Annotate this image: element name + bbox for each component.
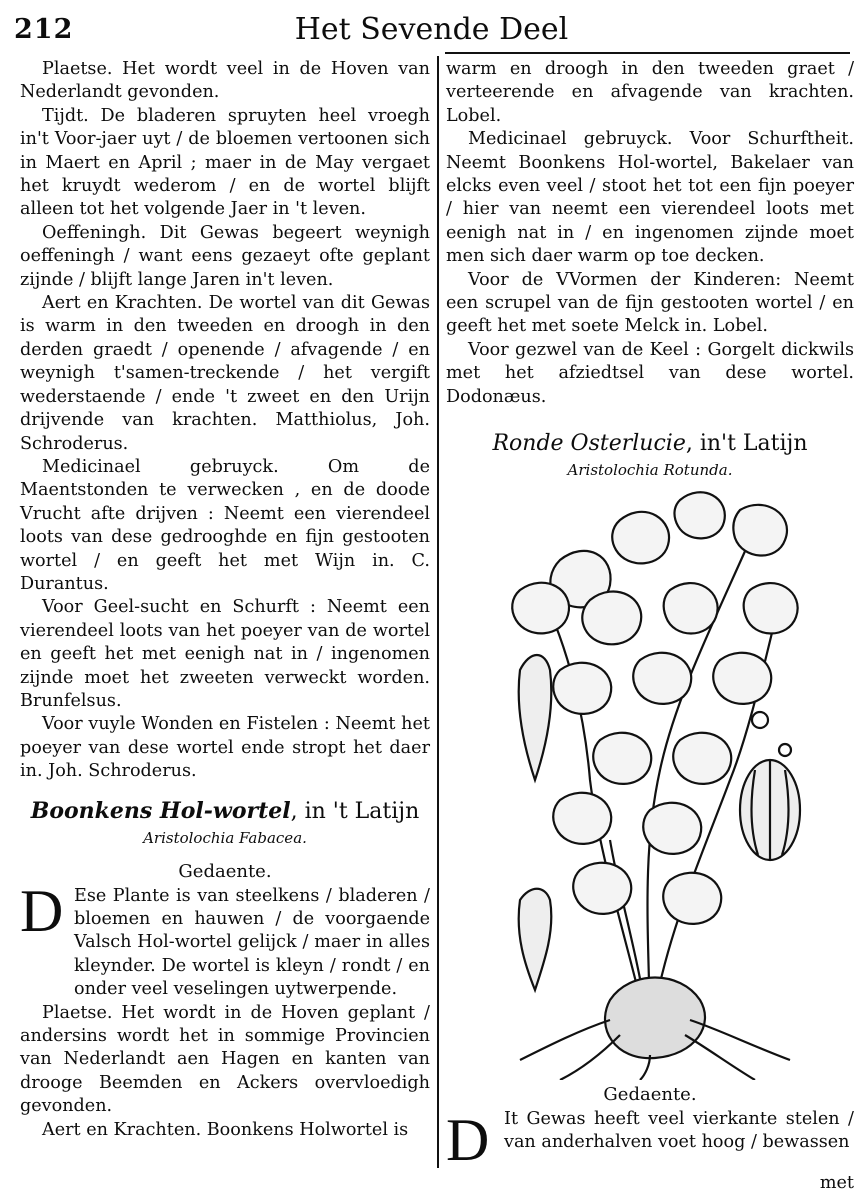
- page-number: 212: [14, 14, 74, 45]
- section-heading: [446, 429, 854, 459]
- paragraph-with-dropcap: [446, 1108, 854, 1172]
- left-column: [20, 58, 430, 1142]
- paragraph: Oeffeningh. Dit Gewas begeert weynigh oeffeningh / want eens gezaeyt ofte geplant zijnde / blijft lange Jaren in't leven.: [20, 222, 430, 290]
- subheading-gedaente: Gedaente.: [603, 1084, 697, 1105]
- section-heading: [20, 796, 430, 827]
- paragraph: Aert en Krachten. Boonkens Holwortel is: [42, 1119, 409, 1140]
- latin-intro: , in 't Latijn: [290, 798, 420, 824]
- plant-name: Ronde Osterlucie: [492, 431, 686, 457]
- subheading-gedaente: Gedaente.: [178, 860, 272, 882]
- aristolochia-rotunda-woodcut-icon: [500, 480, 830, 1080]
- paragraph-text: Ese Plante is van steelkens / bladeren / bloemen en hauwen / de voorgaende Valsch Hol-wortel gelijck / maer in alles kleynder. De wortel is kleyn / rondt / en onder veel veselingen uytwerpende.: [74, 885, 430, 1000]
- paragraph: Plaetse. Het wordt veel in de Hoven van Nederlandt gevonden.: [20, 59, 430, 103]
- latin-intro: , in't Latijn: [685, 431, 808, 457]
- paragraph: Voor de VVormen der Kinderen: Neemt een scrupel van de fijn gestooten wortel / en geeft het met soete Melck in. Lobel.: [446, 269, 854, 337]
- latin-name: Aristolochia Rotunda.: [567, 461, 733, 480]
- plant-name: Boonkens Hol-wortel: [30, 797, 291, 824]
- paragraph: Medicinael gebruyck. Om de Maentstonden te verwecken , en de doode Vrucht afte drijven : Neemt een vierendeel loots van dese gedrooghde en fijn gestooten wortel / en geeft het met Wijn in. C. Durantus.: [20, 456, 430, 594]
- paragraph-text: It Gewas heeft veel vierkante stelen / van anderhalven voet hoog / bewassen: [504, 1109, 854, 1153]
- paragraph: warm en droogh in den tweeden graet / verteerende en afvagende van krachten. Lobel.: [446, 59, 854, 126]
- paragraph-with-dropcap: [20, 877, 430, 1002]
- running-head: Het Sevende Deel: [294, 12, 569, 47]
- latin-name: Aristolochia Fabacea.: [143, 828, 307, 847]
- header-rule: [445, 52, 850, 54]
- column-divider: [437, 56, 439, 1168]
- paragraph: Aert en Krachten. De wortel van dit Gewas is warm in den tweeden en droogh in den derden graedt / openende / afvagende / en weynigh t'samen-treckende / het vergift wederstaende / ende 't zweet en den Urijn drijvende van krachten. Matthiolus, Joh. Schroderus.: [20, 293, 430, 454]
- catchword: met: [819, 1173, 854, 1193]
- paragraph: Tijdt. De bladeren spruyten heel vroegh in't Voor-jaer uyt / de bloemen vertoonen sich in Maert en April ; maer in de May vergaet het kruydt wederom / en de wortel blijft alleen tot het volgende Jaer in 't leven.: [20, 105, 430, 220]
- right-column: [446, 58, 854, 491]
- drop-cap: D: [20, 877, 64, 944]
- paragraph: Voor Geel-sucht en Schurft : Neemt een vierendeel loots van het poeyer van de wortel en geeft het met eenigh nat in / ingenomen zijnde moet het zweeten verweckt worden. Brunfelsus.: [20, 597, 430, 711]
- paragraph: Voor gezwel van de Keel : Gorgelt dickwils met het afziedtsel van dese wortel. Dodonæus.: [446, 339, 854, 407]
- right-bottom-text: [446, 1082, 854, 1195]
- paragraph: Plaetse. Het wordt in de Hoven geplant / andersins wordt het in sommige Provincien van Nederlandt aen Hagen en kanten van drooge Beemden en Ackers overvloedigh gevonden.: [20, 1002, 430, 1117]
- paragraph: Voor vuyle Wonden en Fistelen : Neemt het poeyer van dese wortel ende stropt het daer in. Joh. Schroderus.: [20, 714, 430, 782]
- paragraph: Medicinael gebruyck. Voor Schurftheit. Neemt Boonkens Hol-wortel, Bakelaer van elcks even veel / stoot het tot een fijn poeyer / hier van neemt een vierendeel loots met eenigh nat in / en ingenomen zijnde moet men sich daer warm op toe decken.: [446, 129, 854, 267]
- drop-cap: D: [446, 1107, 490, 1173]
